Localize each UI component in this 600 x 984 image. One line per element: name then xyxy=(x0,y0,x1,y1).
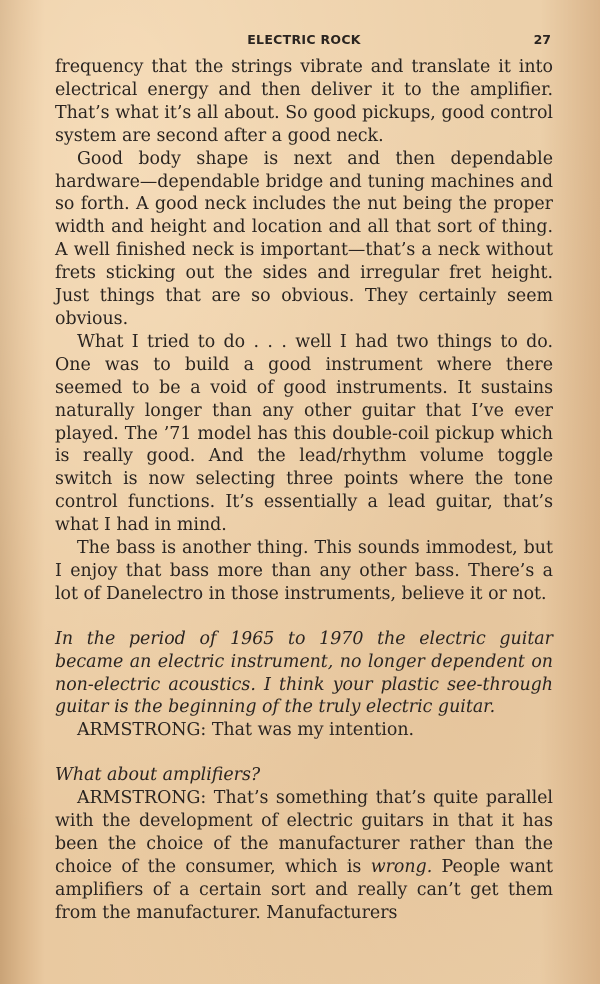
page-number: 27 xyxy=(533,32,551,47)
page-body xyxy=(55,56,553,925)
interview-question-2: What about amplifiers? xyxy=(55,765,261,786)
section-gap xyxy=(55,742,553,764)
paragraph-2: Good body shape is next and then dependable hardware—dependable bridge and tuning machines and so forth. A good neck includes the nut being the proper width and height and location and all that sort of thing. A well finished neck is important—that’s a neck without frets sticking out the sides and irregular fret height. Just things that are so obvious. They certainly seem obvious. xyxy=(55,148,553,329)
answer-2-text-start: ARMSTRONG: That’s something that’s quite parallel with the development of electric guitars in that it has been the choice of the manufacturer rather than the choice of the consumer, which is xyxy=(55,788,553,877)
interview-answer-2 xyxy=(55,787,553,924)
paragraph-3: What I tried to do . . . well I had two things to do. One was to build a good instrument where there seemed to be a void of good instruments. It sustains naturally longer than any other guitar that I’ve ever played. The ’71 model has this double-coil pickup which is really good. And the lead/rhythm volume toggle switch is now selecting three points where the tone control functions. It’s essentially a lead guitar, that’s what I had in mind. xyxy=(55,331,553,536)
answer-2-emphasis: wrong. xyxy=(370,856,433,877)
section-gap xyxy=(55,606,553,628)
paragraph-4: The bass is another thing. This sounds immodest, but I enjoy that bass more than any other bass. There’s a lot of Danelectro in those instruments, believe it or not. xyxy=(55,538,553,604)
running-title: ELECTRIC ROCK xyxy=(247,32,361,47)
interview-answer-1: ARMSTRONG: That was my intention. xyxy=(77,720,415,741)
paragraph-1: frequency that the strings vibrate and translate it into electrical energy and then deliver it to the amplifier. That’s what it’s all about. So good pickups, good control system are second after a good neck. xyxy=(55,57,553,146)
book-page xyxy=(55,30,553,925)
interview-question-1: In the period of 1965 to 1970 the electric guitar became an electric instrument, no longer dependent on non-electric acoustics. I think your plastic see-through guitar is the beginning of the truly electric guitar. xyxy=(55,628,553,718)
answer-2-text-end: People want amplifiers of a certain sort and really can’t get them from the manufacturer. Manufacturers xyxy=(55,856,553,923)
running-header xyxy=(55,30,553,52)
